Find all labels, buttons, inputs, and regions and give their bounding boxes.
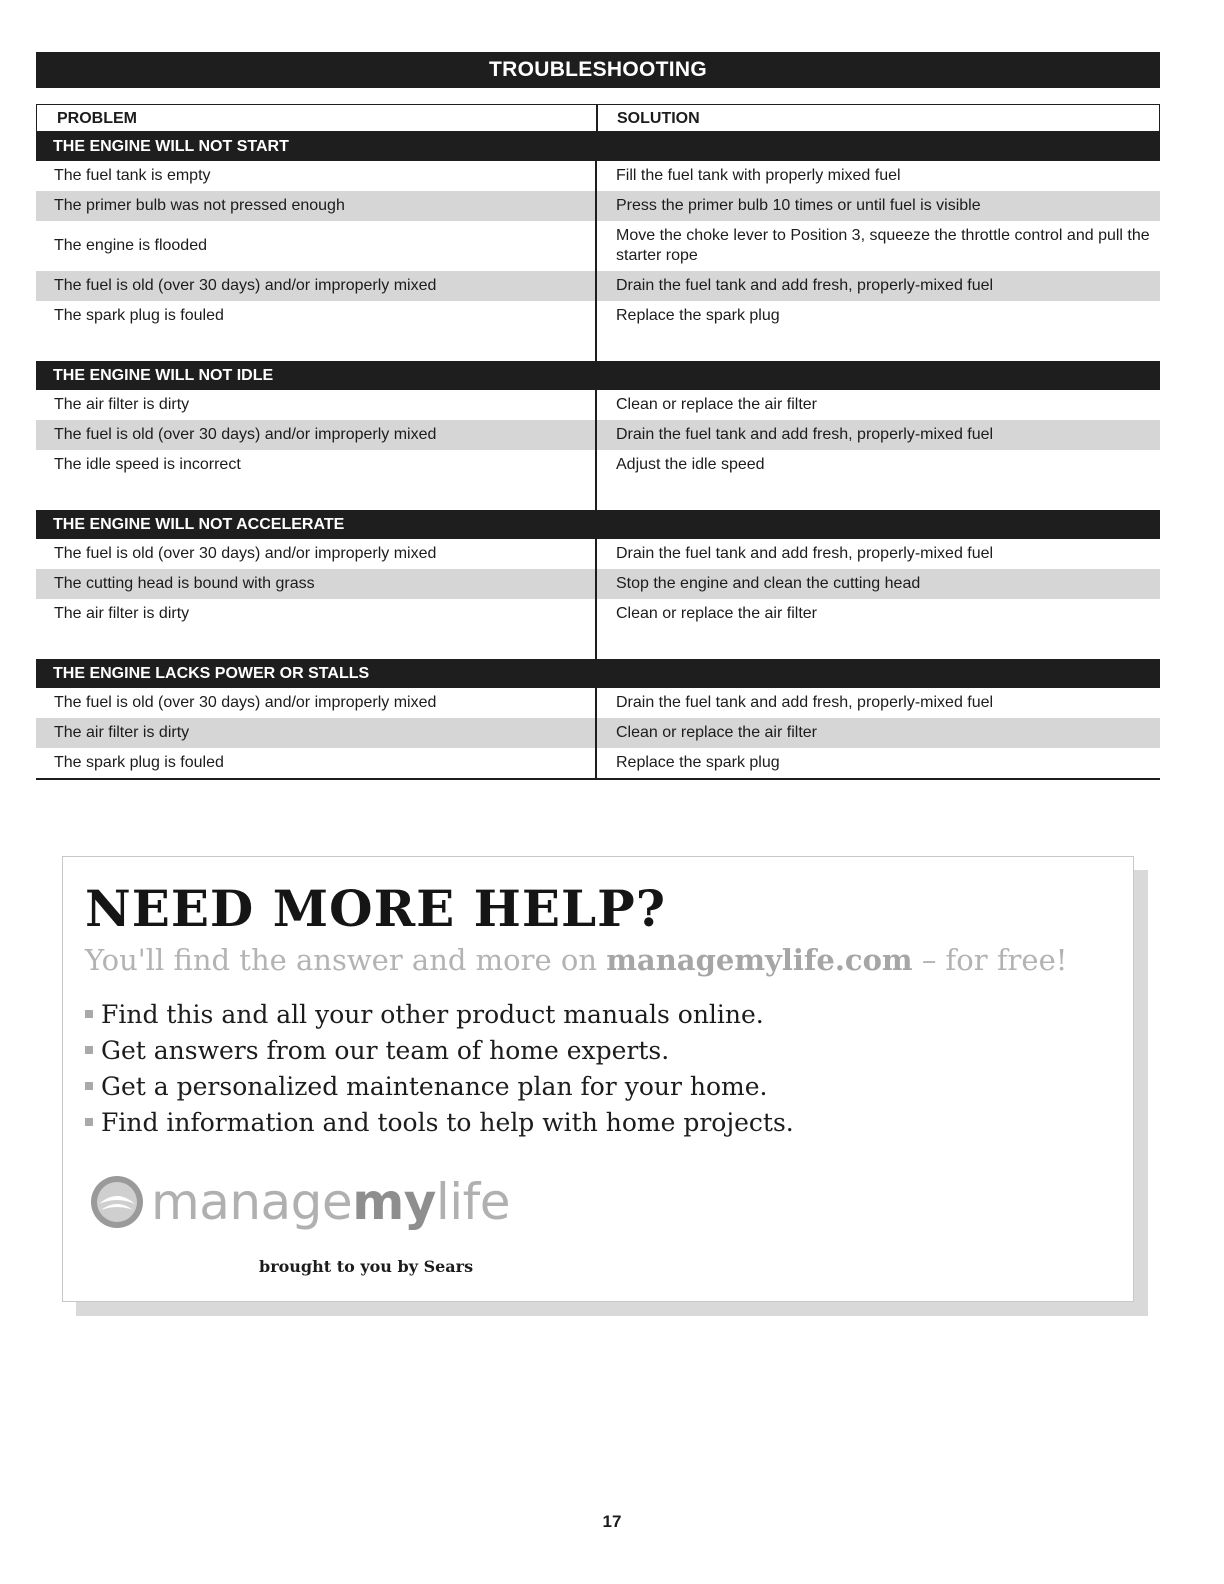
solution-cell: Stop the engine and clean the cutting head bbox=[616, 575, 921, 592]
solution-cell: Fill the fuel tank with properly mixed fuel bbox=[616, 167, 901, 184]
problem-cell: The air filter is dirty bbox=[36, 390, 597, 420]
section-spacer bbox=[36, 331, 1160, 361]
section-spacer bbox=[36, 480, 1160, 510]
list-item bbox=[85, 1105, 794, 1141]
table-row bbox=[36, 301, 1160, 331]
table-header bbox=[36, 104, 1160, 132]
help-box-shadow bbox=[76, 1300, 1148, 1316]
section-heading: THE ENGINE WILL NOT IDLE bbox=[36, 361, 1160, 390]
table-row bbox=[36, 688, 1160, 718]
problem-cell: The fuel is old (over 30 days) and/or improperly mixed bbox=[36, 688, 597, 718]
list-item-text: Find information and tools to help with home projects. bbox=[101, 1108, 794, 1137]
list-item bbox=[85, 1033, 794, 1069]
logo-word-manage: manage bbox=[151, 1173, 353, 1231]
list-item-text: Get a personalized maintenance plan for your home. bbox=[101, 1072, 768, 1101]
solution-cell: Press the primer bulb 10 times or until fuel is visible bbox=[616, 197, 981, 214]
table-row bbox=[36, 539, 1160, 569]
solution-cell: Drain the fuel tank and add fresh, properly-mixed fuel bbox=[616, 694, 994, 711]
table-row bbox=[36, 748, 1160, 780]
help-subtitle-text: – for free! bbox=[912, 943, 1068, 977]
logo-word-life: life bbox=[435, 1173, 511, 1231]
section-heading: THE ENGINE WILL NOT START bbox=[36, 132, 1160, 161]
managemylife-logo bbox=[89, 1173, 510, 1231]
solution-cell: Drain the fuel tank and add fresh, properly-mixed fuel bbox=[616, 277, 994, 294]
logo-wordmark bbox=[151, 1173, 510, 1231]
solution-cell: Clean or replace the air filter bbox=[616, 724, 817, 741]
help-title: NEED MORE HELP? bbox=[85, 879, 667, 938]
solution-cell: Replace the spark plug bbox=[616, 754, 780, 771]
table-row bbox=[36, 271, 1160, 301]
table-row bbox=[36, 599, 1160, 629]
section-heading: THE ENGINE WILL NOT ACCELERATE bbox=[36, 510, 1160, 539]
help-site-link[interactable]: managemylife.com bbox=[606, 943, 913, 977]
list-item bbox=[85, 997, 794, 1033]
bullet-icon bbox=[85, 1118, 93, 1126]
problem-cell: The engine is flooded bbox=[36, 221, 597, 271]
table-row bbox=[36, 221, 1160, 271]
column-divider bbox=[36, 331, 597, 361]
problem-cell: The air filter is dirty bbox=[36, 599, 597, 629]
problem-cell: The fuel is old (over 30 days) and/or improperly mixed bbox=[36, 271, 597, 301]
solution-cell: Drain the fuel tank and add fresh, properly-mixed fuel bbox=[616, 426, 994, 443]
solution-cell: Replace the spark plug bbox=[616, 307, 780, 324]
column-divider bbox=[36, 629, 597, 659]
troubleshooting-table bbox=[36, 104, 1160, 780]
bullet-icon bbox=[85, 1010, 93, 1018]
table-row bbox=[36, 450, 1160, 480]
problem-cell: The fuel is old (over 30 days) and/or improperly mixed bbox=[36, 420, 597, 450]
help-subtitle bbox=[85, 943, 1067, 977]
table-row bbox=[36, 161, 1160, 191]
section-spacer bbox=[36, 629, 1160, 659]
help-box-shadow bbox=[1132, 870, 1148, 1316]
problem-cell: The spark plug is fouled bbox=[36, 301, 597, 331]
list-item-text: Find this and all your other product manuals online. bbox=[101, 1000, 764, 1029]
brought-by-text: brought to you by Sears bbox=[259, 1257, 474, 1276]
solution-column-header: SOLUTION bbox=[617, 110, 700, 127]
page-title: TROUBLESHOOTING bbox=[36, 52, 1160, 88]
table-row bbox=[36, 718, 1160, 748]
swirl-logo-icon bbox=[89, 1174, 145, 1230]
problem-cell: The cutting head is bound with grass bbox=[36, 569, 597, 599]
help-subtitle-text: You'll find the answer and more on bbox=[85, 943, 607, 977]
solution-cell: Clean or replace the air filter bbox=[616, 396, 817, 413]
problem-cell: The primer bulb was not pressed enough bbox=[36, 191, 597, 221]
list-item-text: Get answers from our team of home experts. bbox=[101, 1036, 670, 1065]
problem-cell: The air filter is dirty bbox=[36, 718, 597, 748]
bullet-icon bbox=[85, 1082, 93, 1090]
table-row bbox=[36, 569, 1160, 599]
table-row bbox=[36, 390, 1160, 420]
problem-cell: The idle speed is incorrect bbox=[36, 450, 597, 480]
list-item bbox=[85, 1069, 794, 1105]
problem-cell: The spark plug is fouled bbox=[36, 748, 597, 778]
column-divider bbox=[36, 480, 597, 510]
problem-column-header: PROBLEM bbox=[37, 105, 598, 131]
solution-cell: Move the choke lever to Position 3, squeeze the throttle control and pull the starter rope bbox=[616, 227, 1150, 264]
solution-cell: Drain the fuel tank and add fresh, properly-mixed fuel bbox=[616, 545, 994, 562]
bullet-icon bbox=[85, 1046, 93, 1054]
help-box bbox=[62, 856, 1134, 1302]
solution-cell: Adjust the idle speed bbox=[616, 456, 765, 473]
logo-word-my: my bbox=[352, 1173, 436, 1231]
problem-cell: The fuel is old (over 30 days) and/or improperly mixed bbox=[36, 539, 597, 569]
page-number: 17 bbox=[602, 1512, 622, 1531]
help-bullet-list bbox=[85, 997, 794, 1141]
table-row bbox=[36, 191, 1160, 221]
problem-cell: The fuel tank is empty bbox=[36, 161, 597, 191]
table-row bbox=[36, 420, 1160, 450]
solution-cell: Clean or replace the air filter bbox=[616, 605, 817, 622]
section-heading: THE ENGINE LACKS POWER OR STALLS bbox=[36, 659, 1160, 688]
